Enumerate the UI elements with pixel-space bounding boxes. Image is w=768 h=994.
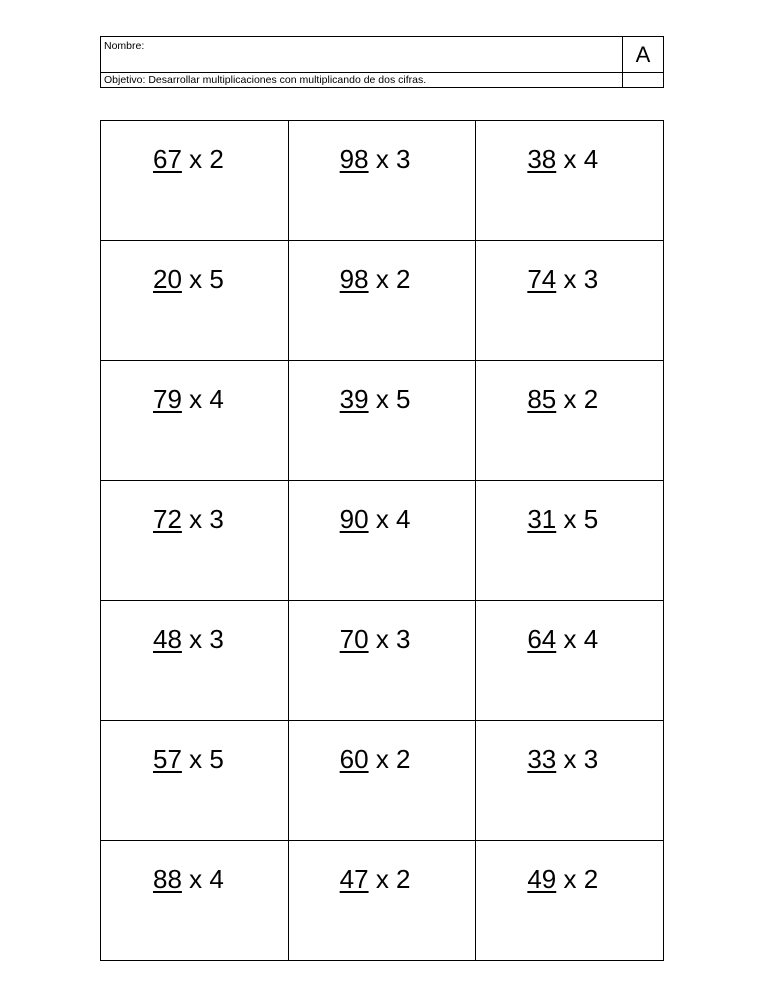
problem-cell[interactable] <box>101 241 289 361</box>
problem-cell[interactable] <box>101 481 289 601</box>
multiplication-problem <box>153 383 224 415</box>
problem-row <box>101 601 664 721</box>
multiplier: 5 <box>396 384 411 414</box>
multiplier: 4 <box>396 504 411 534</box>
multiply-operator: x <box>563 744 577 774</box>
multiplicand: 79 <box>153 384 182 414</box>
multiplication-problem <box>340 263 411 295</box>
multiplication-problem <box>153 863 224 895</box>
multiplicand: 67 <box>153 144 182 174</box>
problem-cell[interactable] <box>101 721 289 841</box>
multiply-operator: x <box>563 504 577 534</box>
multiplier: 4 <box>583 624 599 654</box>
multiply-operator: x <box>375 504 389 534</box>
multiplication-grid <box>100 120 664 961</box>
multiplicand: 74 <box>527 264 557 294</box>
problem-row <box>101 841 664 961</box>
multiplier: 3 <box>583 264 599 294</box>
multiply-operator: x <box>563 624 577 654</box>
multiplier: 3 <box>583 744 599 774</box>
problem-cell[interactable] <box>101 601 289 721</box>
multiplicand: 72 <box>153 504 182 534</box>
problem-cell[interactable] <box>288 601 476 721</box>
problem-cell[interactable] <box>476 481 664 601</box>
multiplication-problem <box>527 623 598 655</box>
problem-row <box>101 241 664 361</box>
multiplicand: 31 <box>527 504 557 534</box>
multiplication-problem <box>153 143 224 175</box>
problem-cell[interactable] <box>288 241 476 361</box>
multiply-operator: x <box>375 264 389 294</box>
multiply-operator: x <box>563 384 577 414</box>
multiplier: 5 <box>583 504 599 534</box>
multiplicand: 33 <box>527 744 557 774</box>
problem-cell[interactable] <box>288 721 476 841</box>
multiplicand: 90 <box>339 504 369 534</box>
multiplicand: 38 <box>527 144 557 174</box>
multiplicand: 98 <box>339 144 369 174</box>
problem-cell[interactable] <box>101 121 289 241</box>
problem-row <box>101 361 664 481</box>
multiplication-problem <box>153 743 224 775</box>
multiply-operator: x <box>375 624 389 654</box>
multiply-operator: x <box>189 624 203 654</box>
multiplier: 3 <box>209 624 224 654</box>
problem-cell[interactable] <box>288 361 476 481</box>
multiplier: 2 <box>396 264 411 294</box>
multiplier: 2 <box>396 744 411 774</box>
worksheet-version: A <box>623 37 664 73</box>
problem-cell[interactable] <box>476 601 664 721</box>
problem-cell[interactable] <box>476 721 664 841</box>
multiplicand: 98 <box>339 264 369 294</box>
problem-cell[interactable] <box>288 841 476 961</box>
problem-cell[interactable] <box>476 121 664 241</box>
multiply-operator: x <box>563 264 577 294</box>
multiplication-problem <box>340 863 411 895</box>
multiply-operator: x <box>375 144 389 174</box>
problem-row <box>101 481 664 601</box>
problem-cell[interactable] <box>101 841 289 961</box>
problem-cell[interactable] <box>101 361 289 481</box>
name-field[interactable] <box>101 37 623 73</box>
multiply-operator: x <box>563 864 577 894</box>
multiplication-problem <box>527 503 598 535</box>
multiplication-problem <box>527 143 598 175</box>
multiplication-problem <box>153 503 224 535</box>
header-empty-cell <box>623 73 664 88</box>
multiplier: 5 <box>209 264 224 294</box>
multiplicand: 49 <box>527 864 557 894</box>
multiplication-problem <box>153 623 224 655</box>
problem-cell[interactable] <box>288 121 476 241</box>
multiplier: 3 <box>396 624 411 654</box>
multiplication-problem <box>340 143 411 175</box>
multiplier: 3 <box>396 144 411 174</box>
multiplication-problem <box>340 383 411 415</box>
objective-text: Objetivo: Desarrollar multiplicaciones con multiplicando de dos cifras. <box>101 73 623 88</box>
multiplier: 4 <box>209 384 224 414</box>
problem-row <box>101 721 664 841</box>
multiplier: 2 <box>583 864 599 894</box>
multiplicand: 64 <box>527 624 557 654</box>
multiply-operator: x <box>189 144 203 174</box>
multiplier: 3 <box>209 504 224 534</box>
problem-cell[interactable] <box>476 241 664 361</box>
multiplication-problem <box>153 263 224 295</box>
multiply-operator: x <box>563 144 577 174</box>
multiplication-problem <box>527 383 598 415</box>
multiplier: 4 <box>209 864 224 894</box>
multiply-operator: x <box>189 264 203 294</box>
multiplicand: 57 <box>153 744 182 774</box>
multiply-operator: x <box>375 384 389 414</box>
multiplicand: 39 <box>339 384 369 414</box>
multiply-operator: x <box>375 864 389 894</box>
multiply-operator: x <box>375 744 389 774</box>
multiplication-problem <box>340 743 411 775</box>
multiplier: 4 <box>583 144 599 174</box>
multiplicand: 85 <box>527 384 557 414</box>
worksheet-header <box>100 36 664 88</box>
multiplier: 5 <box>209 744 224 774</box>
multiplication-problem <box>527 743 598 775</box>
name-label: Nombre: <box>104 40 145 52</box>
multiplicand: 88 <box>153 864 182 894</box>
multiplication-problem <box>340 503 411 535</box>
multiply-operator: x <box>189 504 203 534</box>
multiplicand: 60 <box>339 744 369 774</box>
problem-cell[interactable] <box>288 481 476 601</box>
multiply-operator: x <box>189 744 203 774</box>
problem-cell[interactable] <box>476 361 664 481</box>
multiplier: 2 <box>583 384 599 414</box>
multiplication-problem <box>527 863 598 895</box>
multiplier: 2 <box>209 144 224 174</box>
multiplication-problem <box>340 623 411 655</box>
multiplicand: 70 <box>339 624 369 654</box>
problem-row <box>101 121 664 241</box>
problem-cell[interactable] <box>476 841 664 961</box>
multiplication-problem <box>527 263 598 295</box>
multiplicand: 47 <box>339 864 369 894</box>
multiplier: 2 <box>396 864 411 894</box>
multiplicand: 48 <box>153 624 182 654</box>
grid-body <box>101 121 664 961</box>
multiply-operator: x <box>189 864 203 894</box>
multiply-operator: x <box>189 384 203 414</box>
multiplicand: 20 <box>153 264 182 294</box>
